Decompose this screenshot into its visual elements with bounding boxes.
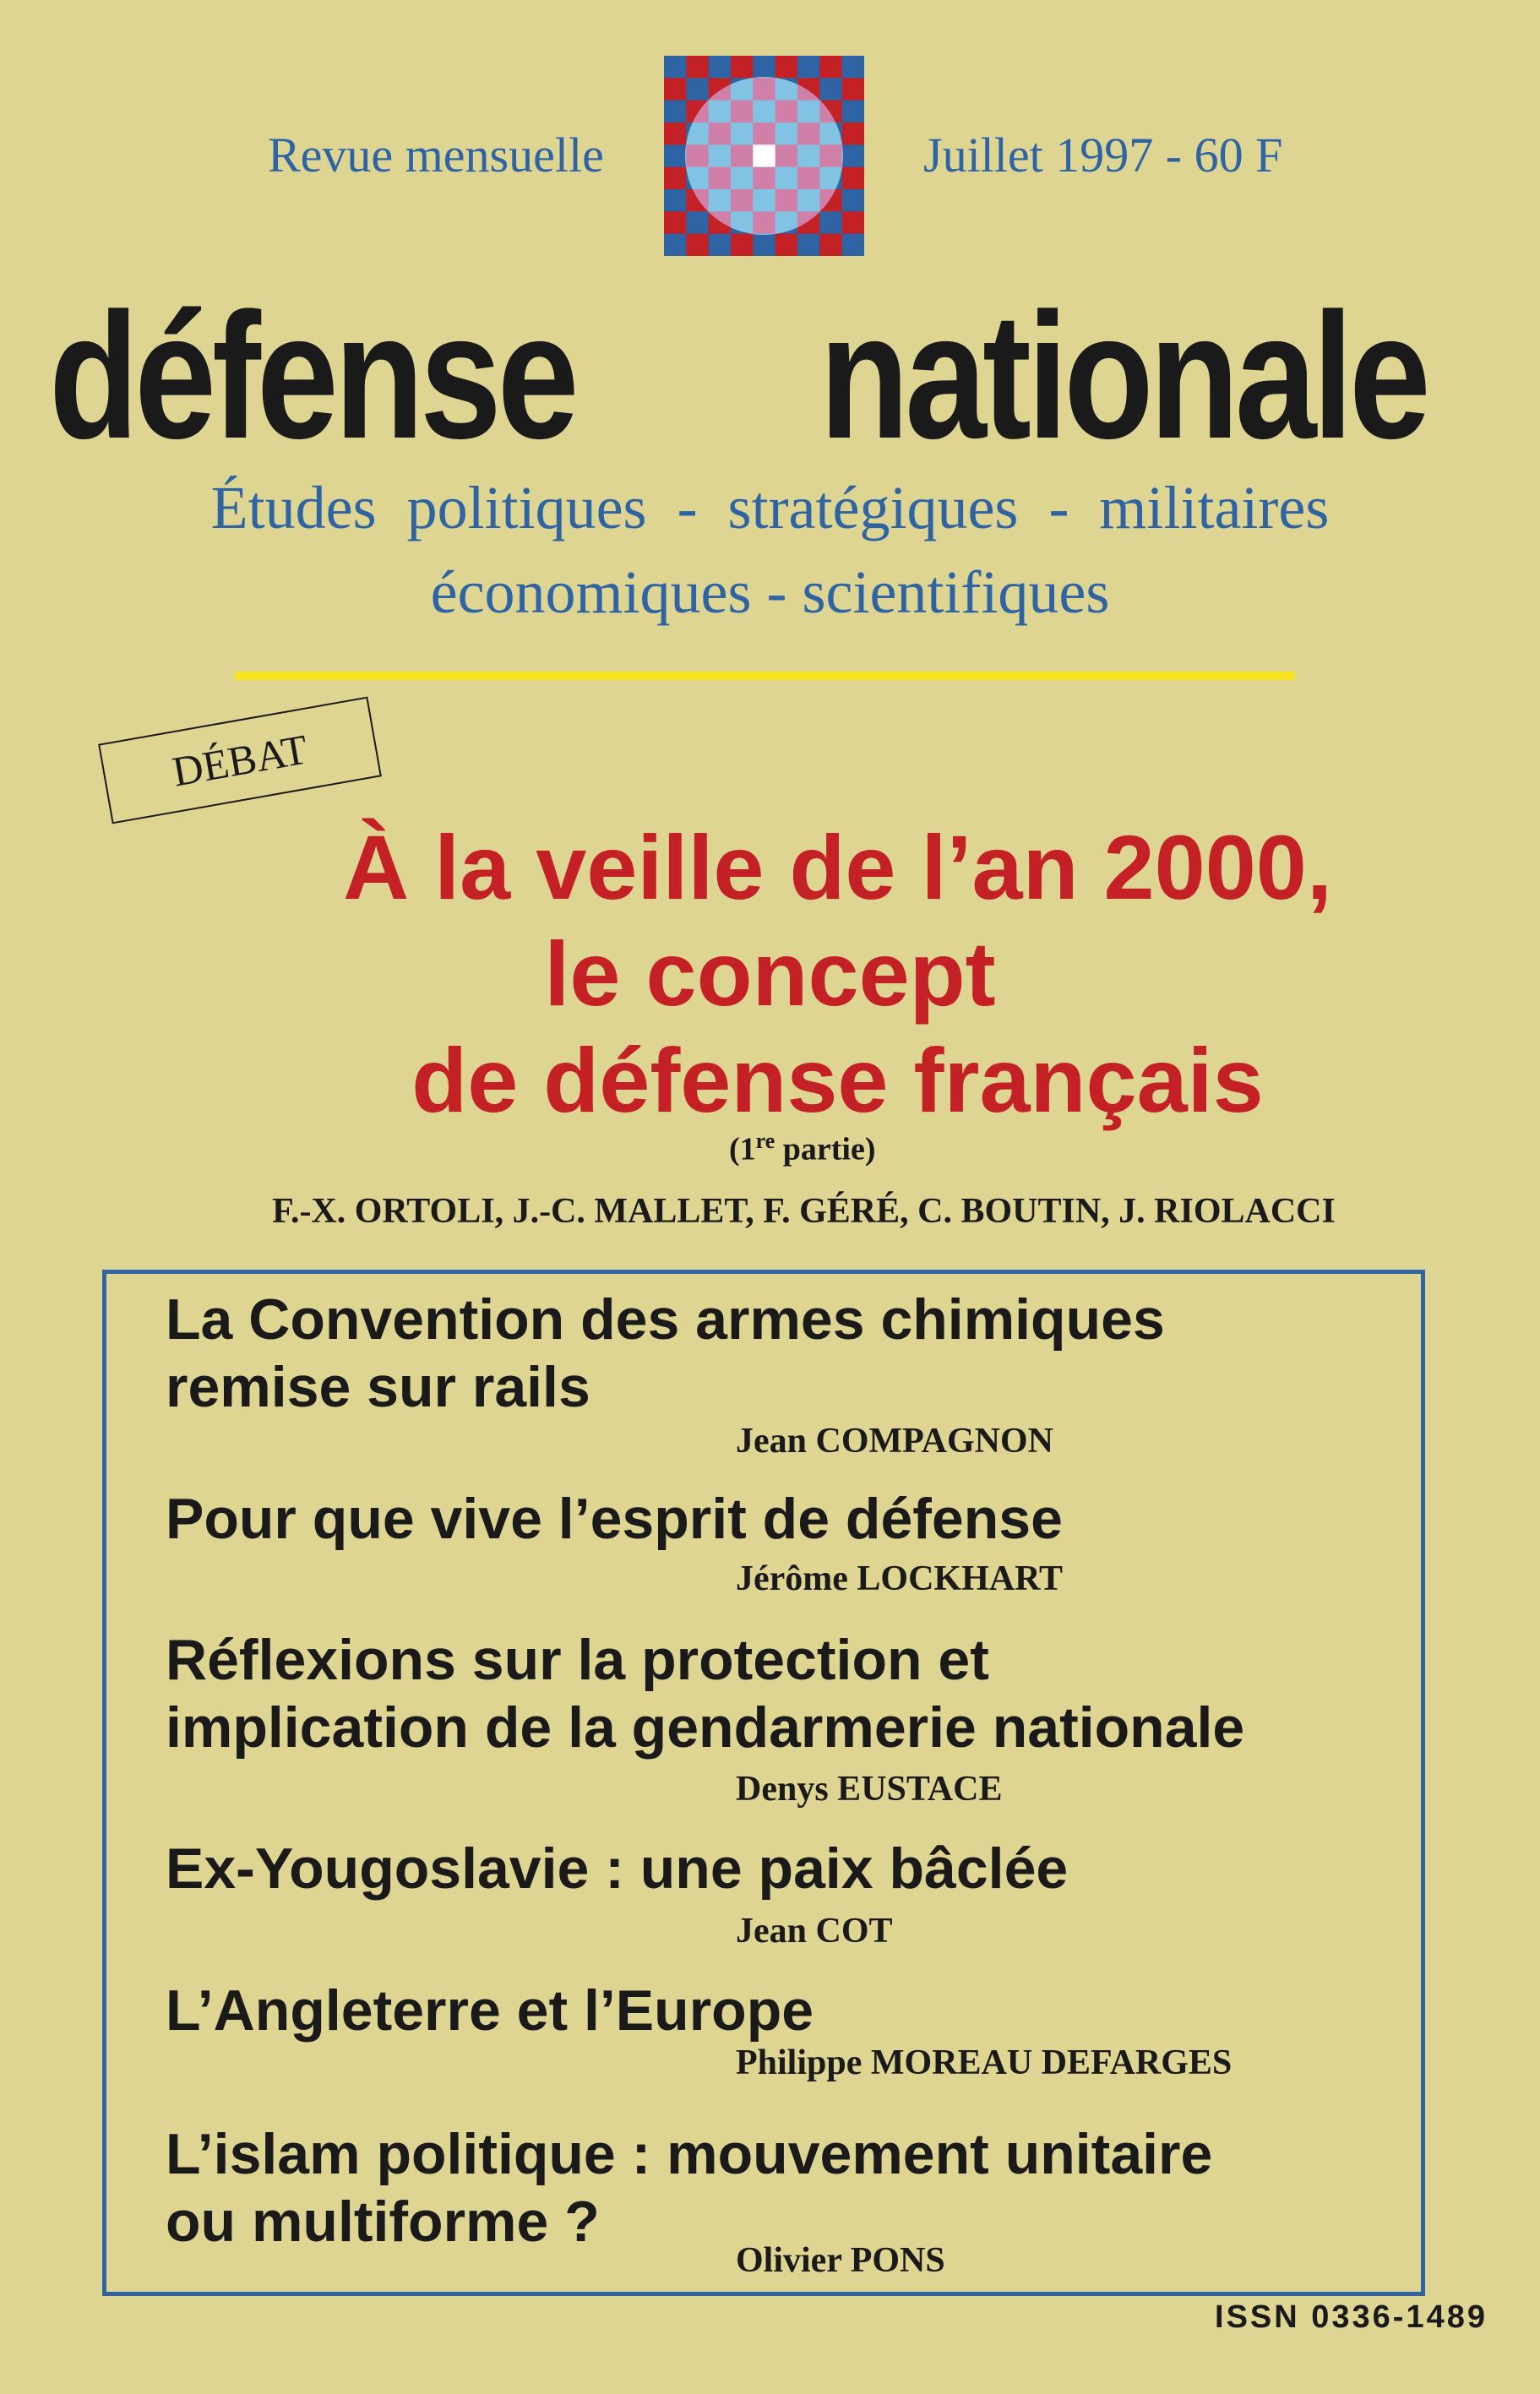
feature-part-label: (1re partie) [729, 1129, 876, 1167]
article-author: Philippe MOREAU DEFARGES [736, 2043, 1233, 2082]
article-title: Réflexions sur la protection et implication de la gendarmerie nationale [166, 1628, 1245, 1760]
feature-title-line1: À la veille de l’an 2000, [343, 816, 1332, 918]
debat-tag: DÉBAT [98, 697, 382, 824]
masthead-word-nationale: nationale [819, 275, 1427, 476]
article-author: Olivier PONS [736, 2241, 945, 2280]
issue-date-price: Juillet 1997 - 60 F [923, 128, 1283, 182]
article-title: Pour que vive l’esprit de défense [166, 1487, 1063, 1551]
issn-number: ISSN 0336-1489 [1215, 2299, 1488, 2335]
article-title: L’islam politique : mouvement unitaire ou multiforme ? [166, 2122, 1213, 2254]
feature-title-line2: le concept [544, 922, 996, 1025]
masthead-subtitle-line2: économiques - scientifiques [430, 558, 1110, 626]
feature-title-line3: de défense français [411, 1029, 1264, 1131]
publication-frequency: Revue mensuelle [268, 128, 604, 182]
magazine-logo [664, 56, 864, 256]
article-author: Jean COT [736, 1912, 893, 1951]
article-title: Ex-Yougoslavie : une paix bâclée [166, 1836, 1069, 1901]
masthead-word-defense: défense [49, 275, 575, 476]
article-author: Jean COMPAGNON [736, 1422, 1054, 1461]
article-author: Jérôme LOCKHART [736, 1559, 1063, 1598]
feature-authors: F.-X. ORTOLI, J.-C. MALLET, F. GÉRÉ, C. BOUTIN, J. RIOLACCI [272, 1192, 1336, 1231]
yellow-divider [235, 672, 1295, 680]
article-author: Denys EUSTACE [736, 1770, 1003, 1809]
article-title: L’Angleterre et l’Europe [166, 1978, 814, 2043]
article-title: La Convention des armes chimiques remise sur rails [166, 1287, 1165, 1419]
masthead-subtitle-line1: Études politiques - stratégiques - militaires [210, 474, 1330, 541]
